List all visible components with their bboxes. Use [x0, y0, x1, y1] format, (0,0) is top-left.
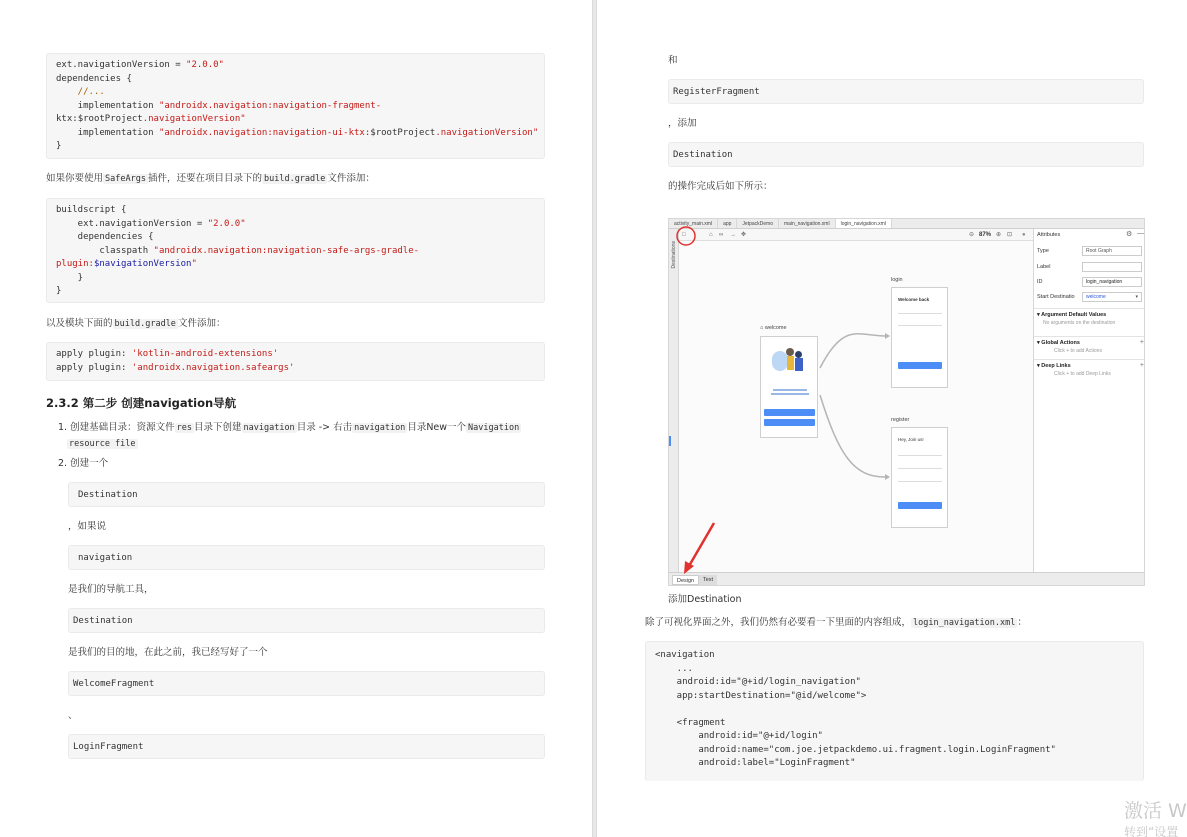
register-heading: Hey, Join us!	[898, 437, 924, 442]
login-username-field[interactable]	[898, 309, 942, 314]
code-block-dependencies: ext.navigationVersion = "2.0.0" dependencies { //... implementation "androidx.navigation:navigation-fragment- ktx:$rootProject.navigationVersion" implementation "androidx.navigation:navigation-ui-ktx:$rootProject.navigationVersion" }	[46, 53, 545, 159]
text-ruguo: ，如果说	[68, 521, 107, 532]
text-target: 是我们的目的地，在此之前，我已经写好了一个	[68, 647, 268, 658]
text-tool: 是我们的导航工具，	[68, 584, 154, 595]
list-item-1: 1. 创建基础目录：资源文件 res 目录下创建 navigation 目录 -> 右击 navigation 目录New一个 Navigation resource file	[58, 422, 520, 449]
destinations-side-panel[interactable]	[669, 229, 679, 572]
deep-links-hint: Click + to add Deep Links	[1054, 371, 1111, 377]
global-actions-section[interactable]	[1034, 336, 1145, 359]
code-block-navigation-xml: <navigation ... android:id="@+id/login_navigation" app:startDestination="@id/welcome"> <fragment android:id="@+id/login" android:name="com.joe.jetpackdemo.ui.fragment.login.LoginFragment" android:label="LoginFragment"	[645, 641, 1144, 781]
code-block-apply-plugin: apply plugin: 'kotlin-android-extensions' apply plugin: 'androidx.navigation.safeargs'	[46, 342, 545, 381]
settings-gear-icon[interactable]: ⚙	[1126, 231, 1133, 238]
welcome-caption	[773, 389, 807, 391]
attr-start-dropdown[interactable]: welcome ▾	[1082, 292, 1142, 302]
register-password-field[interactable]	[898, 477, 942, 482]
tab-main-navigation[interactable]: main_navigation.xml	[779, 219, 836, 228]
link-icon[interactable]: ∞	[719, 232, 724, 238]
attr-start-label: Start Destinatio	[1037, 294, 1075, 300]
warning-icon[interactable]: ●	[1022, 232, 1026, 238]
code-block-buildscript: buildscript { ext.navigationVersion = "2.0.0" dependencies { classpath "androidx.navigation:navigation-safe-args-gradle- plugin:$navigationVersion" } }	[46, 198, 545, 303]
action-welcome-to-login[interactable]	[820, 334, 885, 368]
global-actions-hint: Click + to add Actions	[1054, 348, 1102, 354]
attr-type-label: Type	[1037, 248, 1049, 254]
attributes-title: Attributes	[1037, 232, 1061, 238]
login-password-field[interactable]	[898, 321, 942, 326]
welcome-fragment-box: WelcomeFragment	[68, 671, 545, 696]
welcome-register-button[interactable]	[764, 419, 815, 426]
login-node-label: login	[891, 277, 903, 283]
home-icon[interactable]: ⌂	[709, 232, 713, 238]
text-add: ，添加	[668, 118, 697, 129]
register-username-field[interactable]	[898, 464, 942, 469]
more-icon[interactable]: —	[1137, 230, 1144, 237]
tab-app[interactable]: app	[718, 219, 737, 228]
module-gradle-paragraph: 以及模块下面的 build.gradle 文件添加：	[46, 318, 226, 329]
destinations-label: Destinations	[671, 241, 677, 269]
destination-box-2: Destination	[68, 608, 545, 633]
left-page	[0, 0, 592, 837]
register-destination-node[interactable]	[891, 427, 948, 528]
add-global-action-icon[interactable]: +	[1139, 339, 1144, 346]
attributes-panel	[1033, 229, 1145, 572]
activation-watermark-sub: 转到“设置	[1124, 825, 1179, 837]
deep-links-section[interactable]	[1034, 359, 1145, 382]
welcome-node-label: ⌂ welcome	[760, 325, 787, 331]
argument-default-values-section[interactable]	[1034, 308, 1145, 336]
arrowhead-login-icon	[885, 333, 890, 339]
welcome-destination-node[interactable]	[760, 336, 818, 438]
navigation-box: navigation	[68, 545, 545, 570]
attr-id-field[interactable]: login_navigation	[1082, 277, 1142, 287]
navigation-graph-canvas[interactable]	[679, 241, 1033, 572]
register-submit-button[interactable]	[898, 502, 942, 509]
add-deep-link-icon[interactable]: +	[1139, 362, 1144, 369]
destination-box: Destination	[68, 482, 545, 507]
tab-activity-main[interactable]: activity_main.xml	[669, 219, 718, 228]
arrowhead-register-icon	[885, 474, 890, 480]
welcome-caption-2	[771, 393, 809, 395]
activation-watermark: 激活 W	[1124, 800, 1187, 822]
login-fragment-box: LoginFragment	[68, 734, 545, 759]
zoom-level: 87%	[979, 232, 992, 238]
attr-label-label: Label	[1037, 264, 1051, 270]
register-node-label: register	[891, 417, 910, 423]
register-email-field[interactable]	[898, 451, 942, 456]
welcome-login-button[interactable]	[764, 409, 815, 416]
destination-box-right: Destination	[668, 142, 1144, 167]
text-he: 和	[668, 55, 678, 66]
action-welcome-to-register[interactable]	[820, 395, 885, 477]
tab-design[interactable]: Design	[672, 575, 699, 585]
navigation-editor-toolbar	[679, 229, 1033, 241]
xml-intro-paragraph: 除了可视化界面之外，我们仍然有必要看一下里面的内容组成， login_navigation.xml ：	[645, 617, 1027, 628]
list-item-2: 2. 创建一个	[58, 458, 109, 469]
action-icon[interactable]: →	[730, 232, 736, 238]
graph-connections	[679, 241, 1033, 572]
text-comma: 、	[68, 710, 78, 721]
scroll-indicator	[669, 436, 671, 446]
attr-id-label: ID	[1037, 279, 1043, 285]
zoom-fit-icon[interactable]: ⊡	[1007, 232, 1013, 238]
image-caption: 添加Destination	[668, 594, 742, 605]
editor-mode-tabs	[669, 572, 1145, 586]
chevron-down-icon: ▾	[1135, 294, 1138, 300]
welcome-illustration	[769, 345, 809, 379]
right-page	[597, 0, 1187, 837]
auto-arrange-icon[interactable]: ✥	[741, 232, 747, 238]
tab-jetpackdemo[interactable]: JetpackDemo	[737, 219, 779, 228]
login-submit-button[interactable]	[898, 362, 942, 369]
attr-label-field[interactable]	[1082, 262, 1142, 272]
register-fragment-box: RegisterFragment	[668, 79, 1144, 104]
editor-tabs	[669, 219, 1145, 229]
safeargs-paragraph: 如果你要使用 SafeArgs 插件，还要在项目目录下的 build.gradle 文件添加：	[46, 173, 375, 184]
section-heading: 2.3.2 第二步 创建navigation导航	[46, 396, 237, 410]
new-destination-icon[interactable]: □	[682, 232, 686, 238]
attr-type-field[interactable]: Root Graph	[1082, 246, 1142, 256]
login-heading: Welcome back	[898, 297, 930, 302]
zoom-out-icon[interactable]: ⊖	[969, 232, 975, 238]
ide-screenshot	[668, 218, 1145, 586]
text-done: 的操作完成后如下所示：	[668, 181, 773, 192]
global-actions-title: ▾ Global Actions	[1037, 340, 1080, 346]
argument-default-values-title: ▾ Argument Default Values	[1037, 312, 1107, 318]
zoom-in-icon[interactable]: ⊕	[996, 232, 1002, 238]
deep-links-title: ▾ Deep Links	[1037, 363, 1071, 369]
tab-login-navigation[interactable]: login_navigation.xml	[836, 219, 892, 228]
login-destination-node[interactable]	[891, 287, 948, 388]
argument-default-values-hint: No arguments on the destination	[1043, 320, 1116, 326]
home-icon: ⌂	[760, 325, 764, 331]
tab-text[interactable]: Text	[699, 575, 717, 585]
